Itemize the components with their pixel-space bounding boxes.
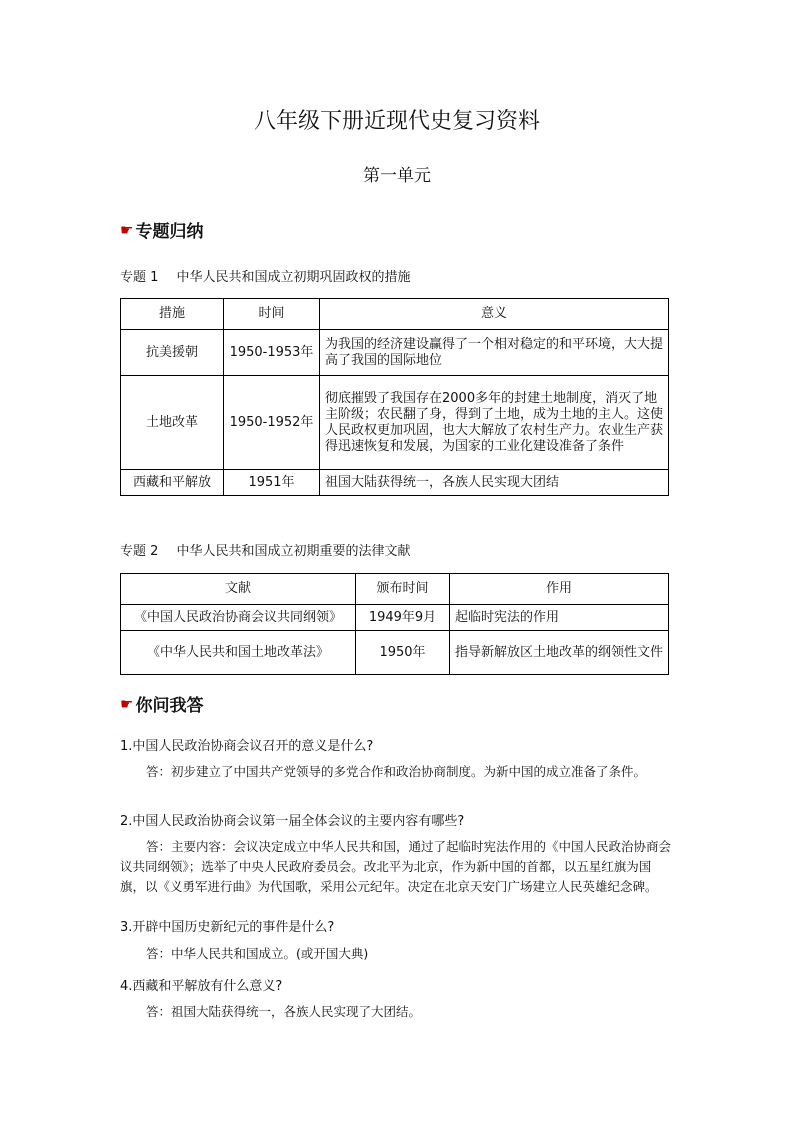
section-heading-summary [120,217,203,242]
table-header: 措施 [121,299,224,330]
table-cell: 抗美援朝 [121,330,224,376]
table-row [121,605,669,631]
table-cell: 指导新解放区土地改革的纲领性文件 [450,631,669,675]
table-header: 作用 [450,574,669,605]
table-cell: 起临时宪法的作用 [450,605,669,631]
topic-title: 中华人民共和国成立初期巩固政权的措施 [176,270,411,285]
measures-table [120,298,669,496]
topic-number: 专题 1 [120,270,159,285]
table-header: 颁布时间 [356,574,450,605]
question-2: 2.中国人民政治协商会议第一届全体会议的主要内容有哪些? [120,814,465,829]
table-cell: 祖国大陆获得统一，各族人民实现大团结 [320,470,669,496]
table-cell: 《中华人民共和国土地改革法》 [121,631,356,675]
section-label: 你问我答 [135,696,204,716]
question-1: 1.中国人民政治协商会议召开的意义是什么? [120,739,374,754]
table-header-row [121,574,669,605]
answer-4: 答：祖国大陆获得统一，各族人民实现了大团结。 [146,1004,422,1019]
topic-number: 专题 2 [120,544,159,559]
table-header: 意义 [320,299,669,330]
answer-1: 答：初步建立了中国共产党领导的多党合作和政治协商制度。为新中国的成立准备了条件。 [146,764,647,779]
question-4: 4.西藏和平解放有什么意义? [120,979,283,994]
table-row [121,631,669,675]
section-label: 专题归纳 [135,222,204,242]
table-cell: 彻底摧毁了我国存在2000多年的封建土地制度，消灭了地主阶级；农民翻了身，得到了土地，成为土地的主人。这使人民政权更加巩固，也大大解放了农村生产力。农业生产获得迅速恢复和发展，为国家的工业化建设准备了条件 [320,376,669,470]
legal-documents-table [120,573,669,675]
table-header: 时间 [224,299,320,330]
table-cell: 1950-1953年 [224,330,320,376]
topic-title: 中华人民共和国成立初期重要的法律文献 [176,544,411,559]
answer-2: 答：主要内容：会议决定成立中华人民共和国，通过了起临时宪法作用的《中国人民政治协商会议共同纲领》；选举了中央人民政府委员会。改北平为北京，作为新中国的首都，以五星红旗为国旗，以《义勇军进行曲》为代国歌，采用公元纪年。决定在北京天安门广场建立人民英雄纪念碑。 [120,839,672,894]
table-cell: 1949年9月 [356,605,450,631]
topic-1-heading [120,266,411,285]
section-heading-qa [120,691,203,716]
table-row [121,330,669,376]
question-3: 3.开辟中国历史新纪元的事件是什么? [120,920,335,935]
table-cell: 1950-1952年 [224,376,320,470]
unit-title: 第一单元 [363,166,431,186]
table-cell: 土地改革 [121,376,224,470]
table-cell: 1951年 [224,470,320,496]
pointing-hand-icon: ☛ [120,220,134,239]
table-cell: 《中国人民政治协商会议共同纲领》 [121,605,356,631]
table-row [121,376,669,470]
table-header-row [121,299,669,330]
topic-2-heading [120,540,411,559]
table-row [121,470,669,496]
document-title: 八年级下册近现代史复习资料 [253,109,540,134]
table-cell: 为我国的经济建设赢得了一个相对稳定的和平环境，大大提高了我国的国际地位 [320,330,669,376]
table-cell: 西藏和平解放 [121,470,224,496]
table-header: 文献 [121,574,356,605]
table-cell: 1950年 [356,631,450,675]
pointing-hand-icon: ☛ [120,694,134,713]
answer-3: 答：中华人民共和国成立。(或开国大典) [146,946,369,961]
